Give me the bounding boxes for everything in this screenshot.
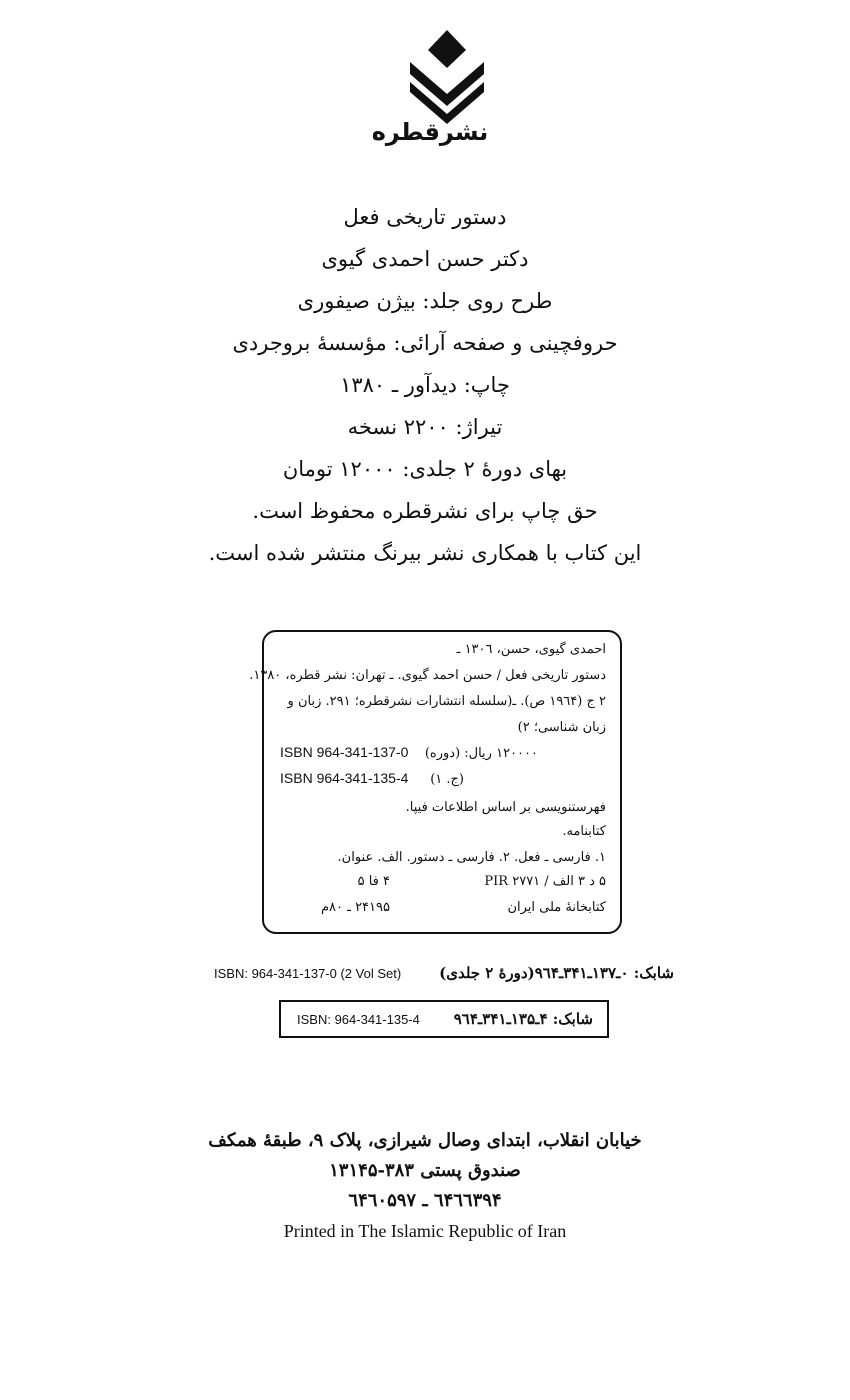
- cip-class-number: ۴ فا ۵: [357, 874, 390, 889]
- cover-design-line: طرح روی جلد: بیژن صیفوری: [297, 289, 553, 313]
- cip-price: ۱۲۰۰۰۰ ریال: (دوره): [424, 746, 538, 761]
- author-line: دکتر حسن احمدی گیوی: [321, 247, 529, 271]
- address-street: خیابان انقلاب، ابتدای وصال شیرازی، پلاک ۹، طبقهٔ همکف: [208, 1130, 642, 1151]
- cip-extent: ۲ ج (۱۹٦۴ ص). ـ(سلسله انتشارات نشرقطره؛ ۲۹۱. زبان و: [287, 694, 606, 709]
- publisher-logo-text: نشرقطره: [371, 118, 489, 146]
- cataloging-box: [249, 630, 622, 934]
- isbn-vol-en: ISBN: 964-341-135-4: [297, 1012, 420, 1027]
- cip-isbn-vol: ISBN 964-341-135-4: [280, 770, 409, 786]
- isbn-set-fa: شابک: ۰ـ۱۳۷ـ۳۴۱ـ۹٦۴(دورهٔ ۲ جلدی): [439, 964, 674, 982]
- book-title: دستور تاریخی فعل: [343, 205, 507, 229]
- isbn-set-en: ISBN: 964-341-137-0 (2 Vol Set): [214, 966, 402, 981]
- isbn-vol-fa: شابک: ۴ـ۱۳۵ـ۳۴۱ـ۹٦۴: [453, 1010, 593, 1028]
- copyright-line: حق چاپ برای نشرقطره محفوظ است.: [252, 499, 598, 523]
- typesetting-line: حروفچینی و صفحه آرائی: مؤسسهٔ بروجردی: [232, 331, 618, 355]
- isbn-volume-box: [279, 1000, 609, 1038]
- address-phones: ٦۴٦٦۳۹۴ ـ ٦۴٦۰۵۹۷: [348, 1190, 502, 1211]
- cip-subjects: ۱. فارسی ـ فعل. ۲. فارسی ـ دستور. الف. عنوان.: [337, 850, 606, 865]
- price-line: بهای دورهٔ ۲ جلدی: ۱۲۰۰۰ تومان: [282, 457, 568, 481]
- publisher-address: [150, 1126, 700, 1246]
- credits-block: [100, 196, 750, 574]
- cip-bibliography: کتابنامه.: [562, 824, 606, 839]
- cip-library: کتابخانهٔ ملی ایران: [507, 900, 606, 915]
- cip-library-number: ۲۴۱۹۵ ـ ۸۰م: [320, 900, 390, 915]
- print-line: چاپ: دیدآور ـ ۱۳۸۰: [340, 373, 510, 397]
- cip-classification: ۵ د ۳ الف / PIR ۲۷۷۱: [484, 874, 606, 889]
- circulation-line: تیراژ: ۲۲۰۰ نسخه: [347, 415, 503, 439]
- cip-series: زبان شناسی؛ ۲): [517, 720, 606, 735]
- cip-note: فهرستنویسی بر اساس اطلاعات فیپا.: [405, 800, 606, 815]
- printed-in-line: Printed in The Islamic Republic of Iran: [283, 1221, 567, 1241]
- publisher-logo-icon: [404, 28, 490, 124]
- cip-title: دستور تاریخی فعل / حسن احمد گیوی. ـ تهران: نشر قطره، ۱۳۸۰.: [249, 668, 606, 683]
- cooperation-line: این کتاب با همکاری نشر بیرنگ منتشر شده است.: [208, 541, 642, 565]
- cip-author: احمدی گیوی، حسن، ۱۳۰٦ ـ: [456, 642, 606, 657]
- cip-isbn-set: ISBN 964-341-137-0: [280, 744, 409, 760]
- isbn-set-line: [212, 962, 674, 988]
- cip-volume: (ج. ۱): [430, 772, 464, 787]
- address-po-box: صندوق پستی ۳۸۳-۱۳۱۴۵: [329, 1160, 521, 1181]
